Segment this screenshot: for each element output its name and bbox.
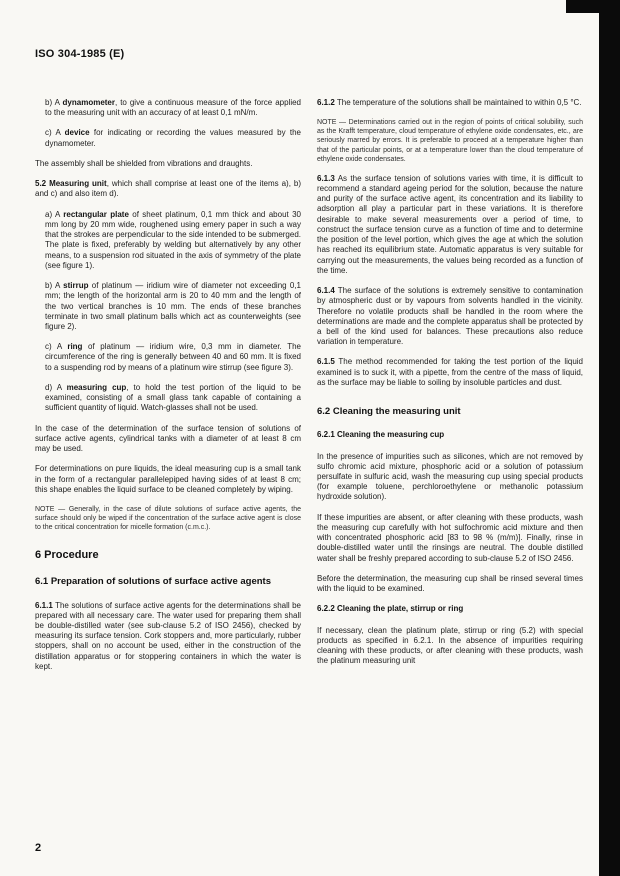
page-number: 2 [35, 842, 42, 854]
paragraph: 6.1.2 The temperature of the solutions shall be maintained to within 0,5 °C. [317, 98, 582, 107]
two-column-layout [35, 98, 583, 682]
document-reference-header: ISO 304-1985 (E) [35, 48, 125, 60]
section-heading: 6.1 Preparation of solutions of surface active agents [35, 576, 271, 588]
list-item: c) A ring of platinum — iridium wire, 0,3 mm in diameter. The circumference of the ring is generally between 40 and 60 mm. It is fixed to a suspending rod by means of a platinum wire stirrup (see figure 3). [45, 342, 302, 372]
paragraph: If these impurities are absent, or after cleaning with these products, wash the measuring cup carefully with hot sulfochromic acid mixture and then with concentrated phosphoric acid [83 to 98 % (m/m)]. Finally, rinse in double-distilled water until the rinsings are neutral. The double distilled water shall be freshly prepared according to sub-clause 5.2 of ISO 2456. [317, 512, 583, 563]
paragraph: In the case of the determination of the surface tension of solutions of surface active agents, cylindrical tanks with a diameter of at least 8 cm may be used. [35, 423, 301, 454]
paragraph: 6.1.5 The method recommended for taking the test portion of the liquid examined is to suck it, with a pipette, from the centre of the mass of liquid, as the surface may be liable to soiling by insoluble particles and dust. [317, 357, 583, 387]
left-column [35, 98, 301, 682]
paragraph: For determinations on pure liquids, the ideal measuring cup is a small tank in the form of a rectangular parallelepiped having sides of at least 8 cm; this shape enables the liquid surface to be cleaned completely by wiping. [35, 464, 301, 494]
paragraph: 6.1.1 The solutions of surface active agents for the determinations shall be prepared with all necessary care. The water used for preparing them shall be double-distilled water (see sub-clause 5.2 of ISO 2456), checked by measuring its surface tension. Cork stoppers and, more particularly, rubber stoppers, shall on no account be used, either in the construction of the distillation apparatus or for stoppering containers in which the water is kept. [35, 600, 301, 671]
section-heading: 6.2 Cleaning the measuring unit [317, 406, 461, 418]
note-paragraph: NOTE — Generally, in the case of dilute solutions of surface active agents, the surface should only be wiped if the concentration of the surface active agent is close to the critical concentration for micelle formation (c.m.c.). [35, 506, 301, 532]
list-item: b) A dynamometer, to give a continuous measure of the force applied to the measuring unit with an accuracy of at least 0,1 mN/m. [45, 98, 301, 118]
note-paragraph: NOTE — Determinations carried out in the region of points of critical solubility, such as the Krafft temperature, cloud temperature of ethylene oxide condensates, etc., are seriously marred by errors. It is preferable to proceed at a temperature higher than that of the particular points, or at a temperature lower than the cloud temperature of ethylene oxide condensates. [317, 119, 583, 163]
list-item: d) A measuring cup, to hold the test portion of the liquid to be examined, consisting of a small glass tank capable of containing a sufficient quantity of liquid. Watch-glasses shall not be used. [45, 382, 302, 413]
section-heading: 6.2.1 Cleaning the measuring cup [317, 430, 445, 440]
list-item: a) A rectangular plate of sheet platinum, 0,1 mm thick and about 30 mm long by 20 mm wide, roughened using emery paper in such a way that the strokes are perpendicular to the side intended to be submerged. The plate is fixed, preferably by welding but alternatively by any other means, to a suspension rod situated in the axis of symmetry of the plate (see figure 1). [45, 209, 302, 270]
paragraph: Before the determination, the measuring cup shall be rinsed several times with the liquid to be examined. [317, 573, 583, 594]
scan-artifact-right-bar [599, 0, 620, 876]
scan-artifact-top-right-corner [566, 0, 620, 13]
paragraph: The assembly shall be shielded from vibrations and draughts. [35, 158, 253, 168]
list-item: b) A stirrup of platinum — iridium wire of diameter not exceeding 0,1 mm; the length of the horizontal arm is 20 to 40 mm and the length of the two vertical branches is 10 mm. The ends of these branches terminate in two small platinum balls which act as counterweights (see figure 2). [45, 281, 301, 331]
paragraph: 6.1.4 The surface of the solutions is extremely sensitive to contamination by atmospheric dust or by vapours from solvents handled in the vicinity. Therefore no volatile products shall be handled in the room where the determinations are made and the complete apparatus shall be protected by a bell of the kind used for balances. These precautions also reduce variation in temperature. [317, 286, 583, 347]
section-heading: 6 Procedure [35, 549, 99, 562]
paragraph: In the presence of impurities such as silicones, which are not removed by sulfo chromic acid mixture, phosphoric acid or a solution of potassium persulfate in sulfuric acid, wash the measuring cup using special products (for example toluene, perchloroethylene or methanolic potassium hydroxide solution). [317, 451, 583, 502]
paragraph: 6.1.3 As the surface tension of solutions varies with time, it is difficult to recommend a standard ageing period for the solution, because the nature and purity of the surface active agent, its concentration and its liability to adsorption all play a particular part in these variations. It is therefore desirable to make several measurements over a period of time, to construct the surface tension curve as a function of time and to determine the position of the level portion, which gives the age at which the solution has reached its equilibrium state. Automatic apparatus is very suitable for carrying out the measurements, the values being recorded as a function of the time. [317, 173, 583, 275]
section-heading: 6.2.2 Cleaning the plate, stirrup or ring [317, 604, 464, 614]
list-item: c) A device for indicating or recording the values measured by the dynamometer. [45, 128, 302, 148]
paragraph: 5.2 Measuring unit, which shall comprise at least one of the items a), b) and c) and also item d). [35, 179, 302, 199]
right-column [317, 98, 583, 682]
paragraph: If necessary, clean the platinum plate, stirrup or ring (5.2) with special products as specified in 6.2.1. In the absence of impurities requiring cleaning with these products, or after cleaning with these products, wash the platinum measuring unit [317, 625, 583, 666]
